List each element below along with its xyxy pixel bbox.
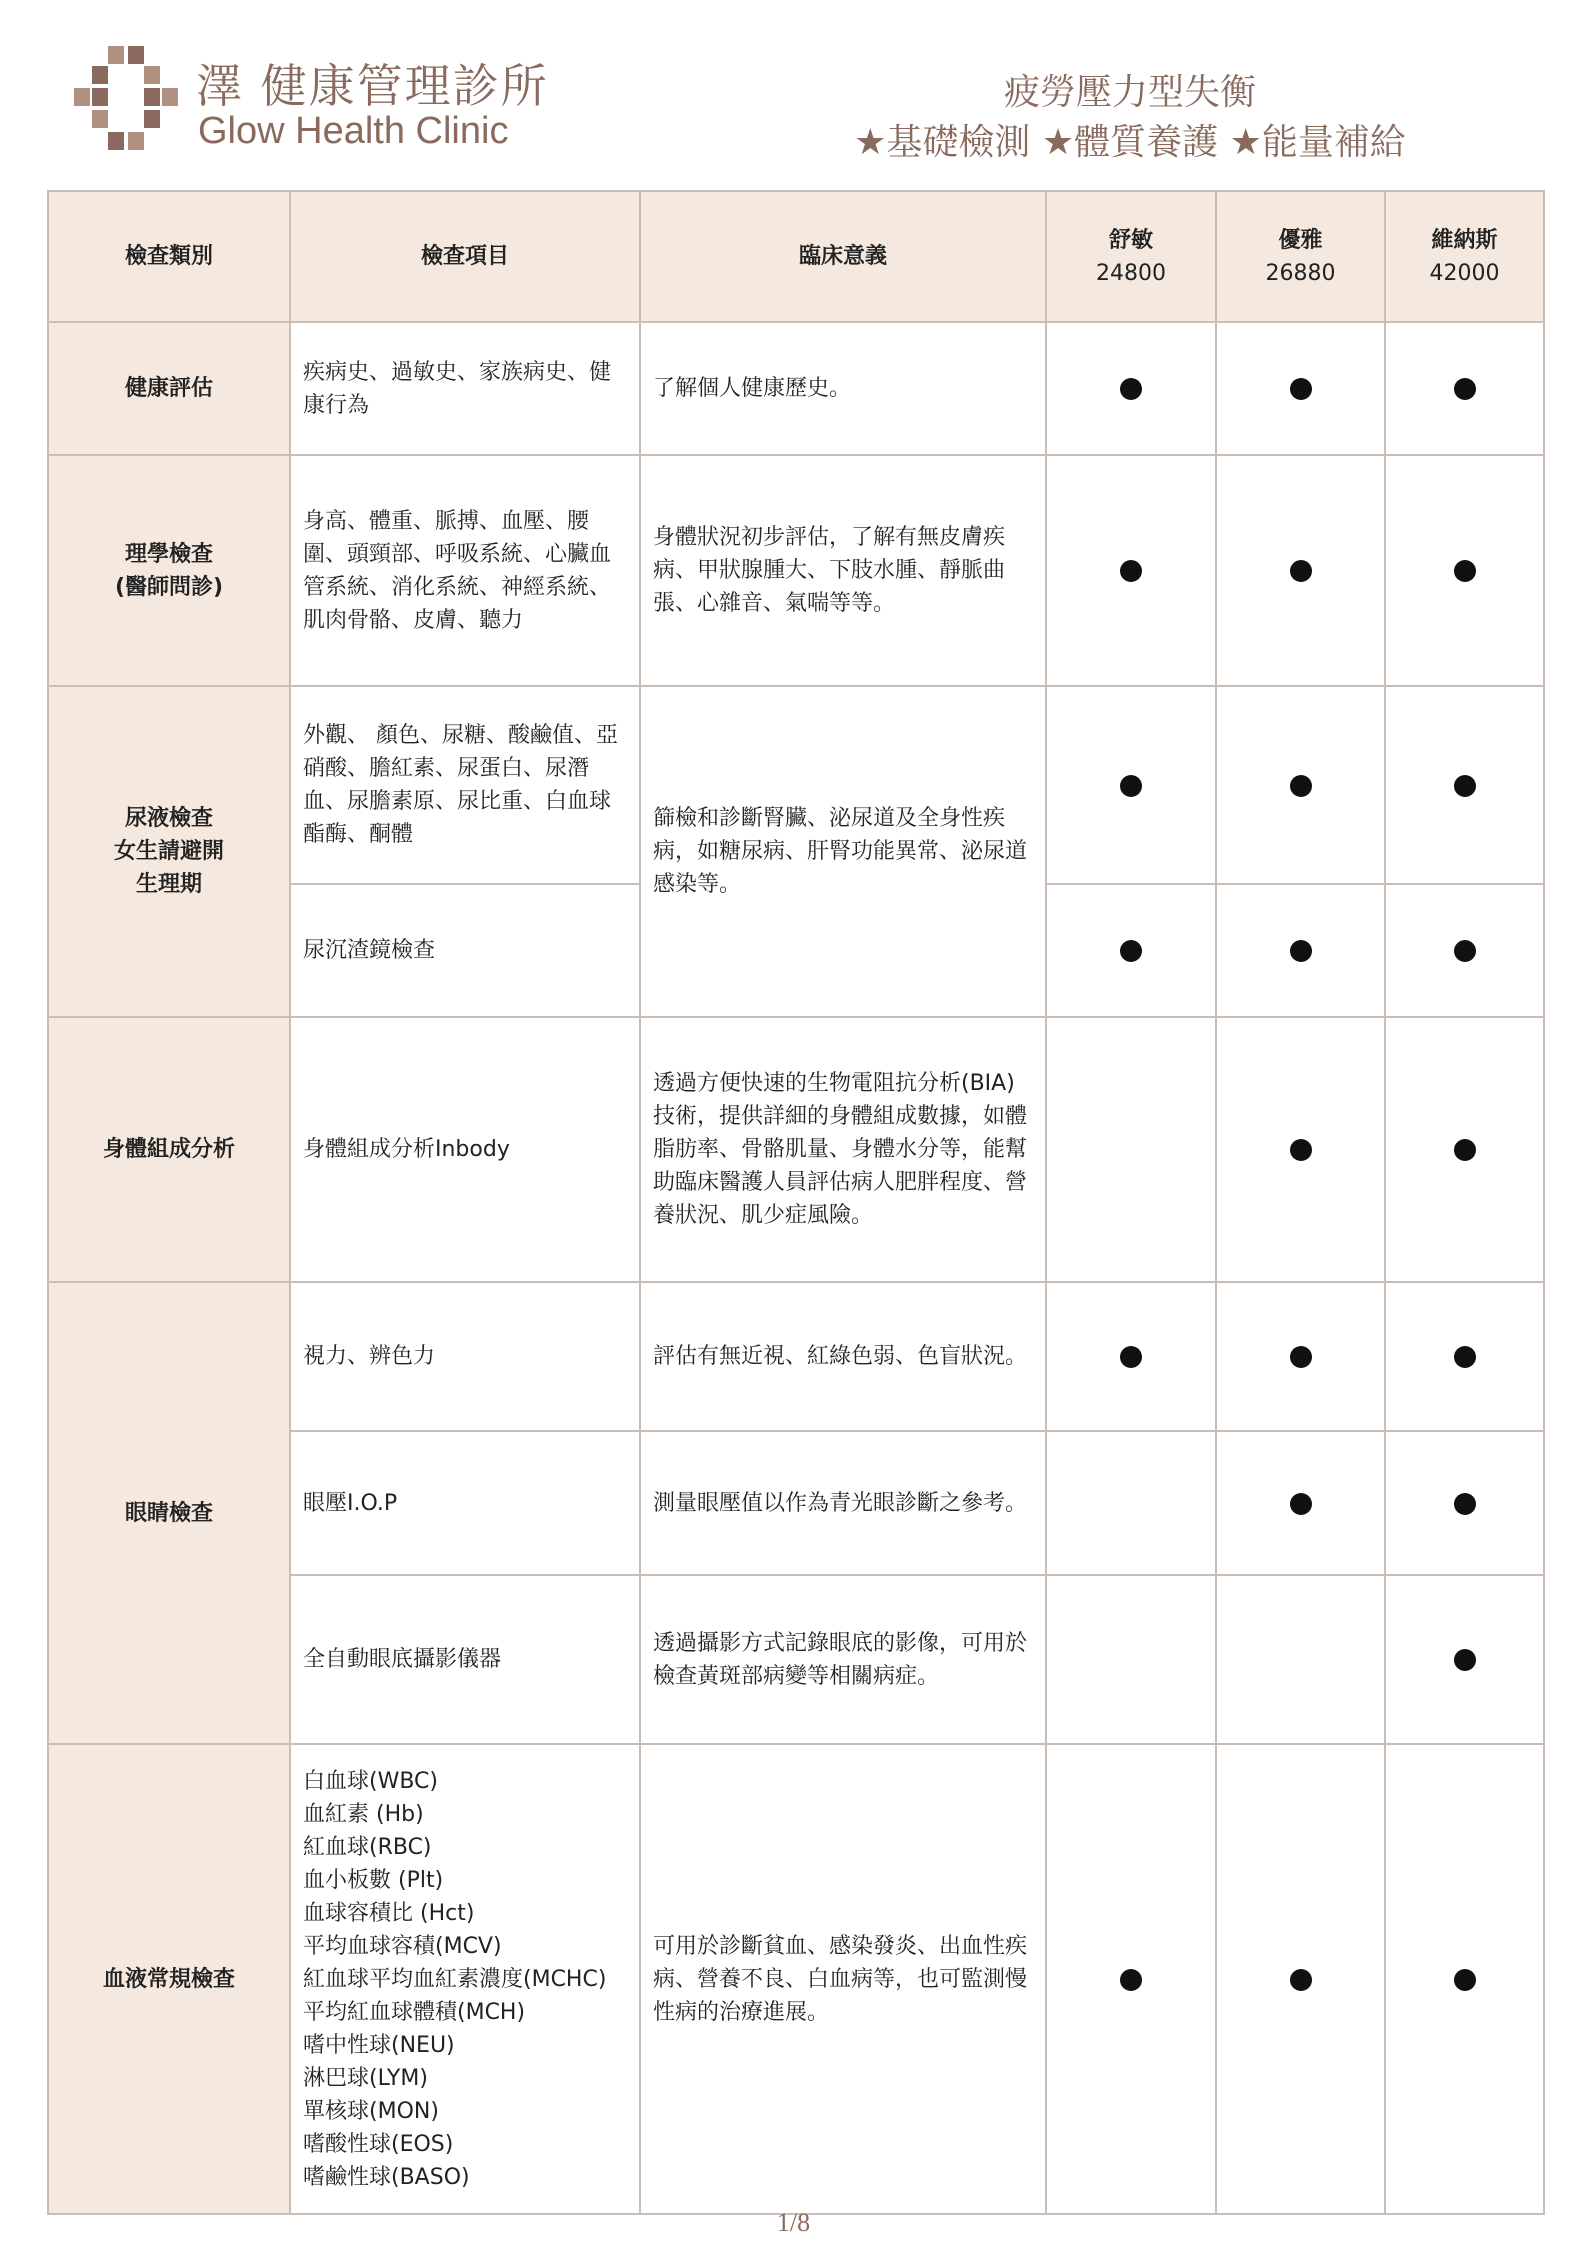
included-cell: [1385, 1431, 1544, 1575]
included-cell: [1216, 1017, 1385, 1282]
header-item: 檢查項目: [290, 191, 640, 322]
item-cell: 尿沉渣鏡檢查: [290, 884, 640, 1017]
header-package: [1216, 191, 1385, 322]
included-dot-icon: [1290, 560, 1312, 582]
included-dot-icon: [1290, 940, 1312, 962]
document-title: 疲勞壓力型失衡: [1003, 72, 1256, 113]
category-cell: 健康評估: [48, 322, 290, 455]
clinic-name-en: Glow Health Clinic: [198, 110, 509, 152]
clinic-logo-icon: [72, 44, 182, 156]
included-dot-icon: [1120, 1969, 1142, 1991]
included-cell: [1046, 686, 1216, 884]
included-cell: [1216, 884, 1385, 1017]
category-cell: 身體組成分析: [48, 1017, 290, 1282]
item-cell: 疾病史、過敏史、家族病史、健康行為: [290, 322, 640, 455]
included-cell: [1216, 686, 1385, 884]
item-cell: 身高、體重、脈搏、血壓、腰圍、頭頸部、呼吸系統、心臟血管系統、消化系統、神經系統、肌肉骨骼、皮膚、聽力: [290, 455, 640, 686]
meaning-cell: 評估有無近視、紅綠色弱、色盲狀況。: [640, 1282, 1046, 1431]
clinic-name-zh: 澤 健康管理診所: [196, 59, 549, 113]
included-dot-icon: [1454, 560, 1476, 582]
table-row: [48, 1282, 1544, 1431]
included-cell: [1385, 455, 1544, 686]
included-dot-icon: [1120, 560, 1142, 582]
included-cell: [1385, 1744, 1544, 2214]
table-row: [48, 686, 1544, 884]
table-row: [48, 1017, 1544, 1282]
header-package: [1385, 191, 1544, 322]
item-cell: 白血球(WBC) 血紅素 (Hb) 紅血球(RBC) 血小板數 (Plt) 血球容積比 (Hct) 平均血球容積(MCV) 紅血球平均血紅素濃度(MCHC) 平均紅血球體積(MCH) 嗜中性球(NEU) 淋巴球(LYM) 單核球(MON) 嗜酸性球(EOS) 嗜鹼性球(BASO): [290, 1744, 640, 2214]
included-cell: [1046, 1017, 1216, 1282]
checkup-table: [47, 190, 1545, 2215]
category-cell: 眼睛檢查: [48, 1282, 290, 1744]
included-cell: [1216, 1744, 1385, 2214]
page-number: 1/8: [776, 2208, 811, 2237]
table-row: [48, 1744, 1544, 2214]
item-cell: 眼壓I.O.P: [290, 1431, 640, 1575]
package-name: 維納斯: [1431, 227, 1498, 253]
item-cell: 視力、辨色力: [290, 1282, 640, 1431]
included-dot-icon: [1290, 1493, 1312, 1515]
included-dot-icon: [1290, 775, 1312, 797]
meaning-cell: 了解個人健康歷史。: [640, 322, 1046, 455]
package-price: 26880: [1265, 260, 1336, 286]
included-cell: [1385, 1575, 1544, 1744]
page-header: [0, 0, 1587, 180]
item-cell: 身體組成分析Inbody: [290, 1017, 640, 1282]
meaning-cell: 身體狀況初步評估，了解有無皮膚疾病、甲狀腺腫大、下肢水腫、靜脈曲張、心雜音、氣喘等等。: [640, 455, 1046, 686]
included-dot-icon: [1290, 1346, 1312, 1368]
included-cell: [1216, 1431, 1385, 1575]
meaning-cell: 篩檢和診斷腎臟、泌尿道及全身性疾病，如糖尿病、肝腎功能異常、泌尿道感染等。: [640, 686, 1046, 1017]
header-category: 檢查類別: [48, 191, 290, 322]
included-cell: [1385, 322, 1544, 455]
included-dot-icon: [1290, 378, 1312, 400]
included-cell: [1385, 686, 1544, 884]
included-dot-icon: [1120, 775, 1142, 797]
table-header-row: [48, 191, 1544, 322]
included-cell: [1216, 1575, 1385, 1744]
included-dot-icon: [1454, 1969, 1476, 1991]
included-dot-icon: [1290, 1139, 1312, 1161]
header-package: [1046, 191, 1216, 322]
included-dot-icon: [1454, 1493, 1476, 1515]
included-cell: [1385, 1017, 1544, 1282]
included-dot-icon: [1290, 1969, 1312, 1991]
package-name: 舒敏: [1108, 227, 1153, 253]
included-cell: [1216, 1282, 1385, 1431]
included-cell: [1046, 1744, 1216, 2214]
included-dot-icon: [1454, 1346, 1476, 1368]
table-row: [48, 322, 1544, 455]
item-cell: 外觀、 顏色、尿糖、酸鹼值、亞硝酸、膽紅素、尿蛋白、尿潛血、尿膽素原、尿比重、白血球酯酶、酮體: [290, 686, 640, 884]
included-dot-icon: [1454, 1139, 1476, 1161]
included-dot-icon: [1120, 940, 1142, 962]
included-cell: [1385, 1282, 1544, 1431]
included-cell: [1046, 1575, 1216, 1744]
included-cell: [1046, 455, 1216, 686]
included-cell: [1385, 884, 1544, 1017]
table-row: [48, 455, 1544, 686]
included-dot-icon: [1120, 378, 1142, 400]
included-dot-icon: [1454, 940, 1476, 962]
included-cell: [1216, 455, 1385, 686]
included-cell: [1046, 1431, 1216, 1575]
included-dot-icon: [1454, 775, 1476, 797]
package-name: 優雅: [1278, 227, 1323, 253]
meaning-cell: 測量眼壓值以作為青光眼診斷之參考。: [640, 1431, 1046, 1575]
included-cell: [1046, 1282, 1216, 1431]
included-cell: [1216, 322, 1385, 455]
document-subtitle: ★基礎檢測 ★體質養護 ★能量補給: [854, 122, 1406, 163]
package-price: 42000: [1429, 260, 1500, 286]
meaning-cell: 透過攝影方式記錄眼底的影像，可用於檢查黃斑部病變等相關病症。: [640, 1575, 1046, 1744]
item-cell: 全自動眼底攝影儀器: [290, 1575, 640, 1744]
included-dot-icon: [1120, 1346, 1142, 1368]
included-cell: [1046, 322, 1216, 455]
header-meaning: 臨床意義: [640, 191, 1046, 322]
included-dot-icon: [1454, 378, 1476, 400]
package-price: 24800: [1096, 260, 1166, 286]
category-cell: 血液常規檢查: [48, 1744, 290, 2214]
category-cell: 尿液檢查 女生請避開 生理期: [48, 686, 290, 1017]
included-dot-icon: [1454, 1649, 1476, 1671]
included-cell: [1046, 884, 1216, 1017]
category-cell: 理學檢查 (醫師問診): [48, 455, 290, 686]
meaning-cell: 透過方便快速的生物電阻抗分析(BIA)技術，提供詳細的身體組成數據，如體脂肪率、骨骼肌量、身體水分等，能幫助臨床醫護人員評估病人肥胖程度、營養狀況、肌少症風險。: [640, 1017, 1046, 1282]
meaning-cell: 可用於診斷貧血、感染發炎、出血性疾病、營養不良、白血病等，也可監測慢性病的治療進展。: [640, 1744, 1046, 2214]
